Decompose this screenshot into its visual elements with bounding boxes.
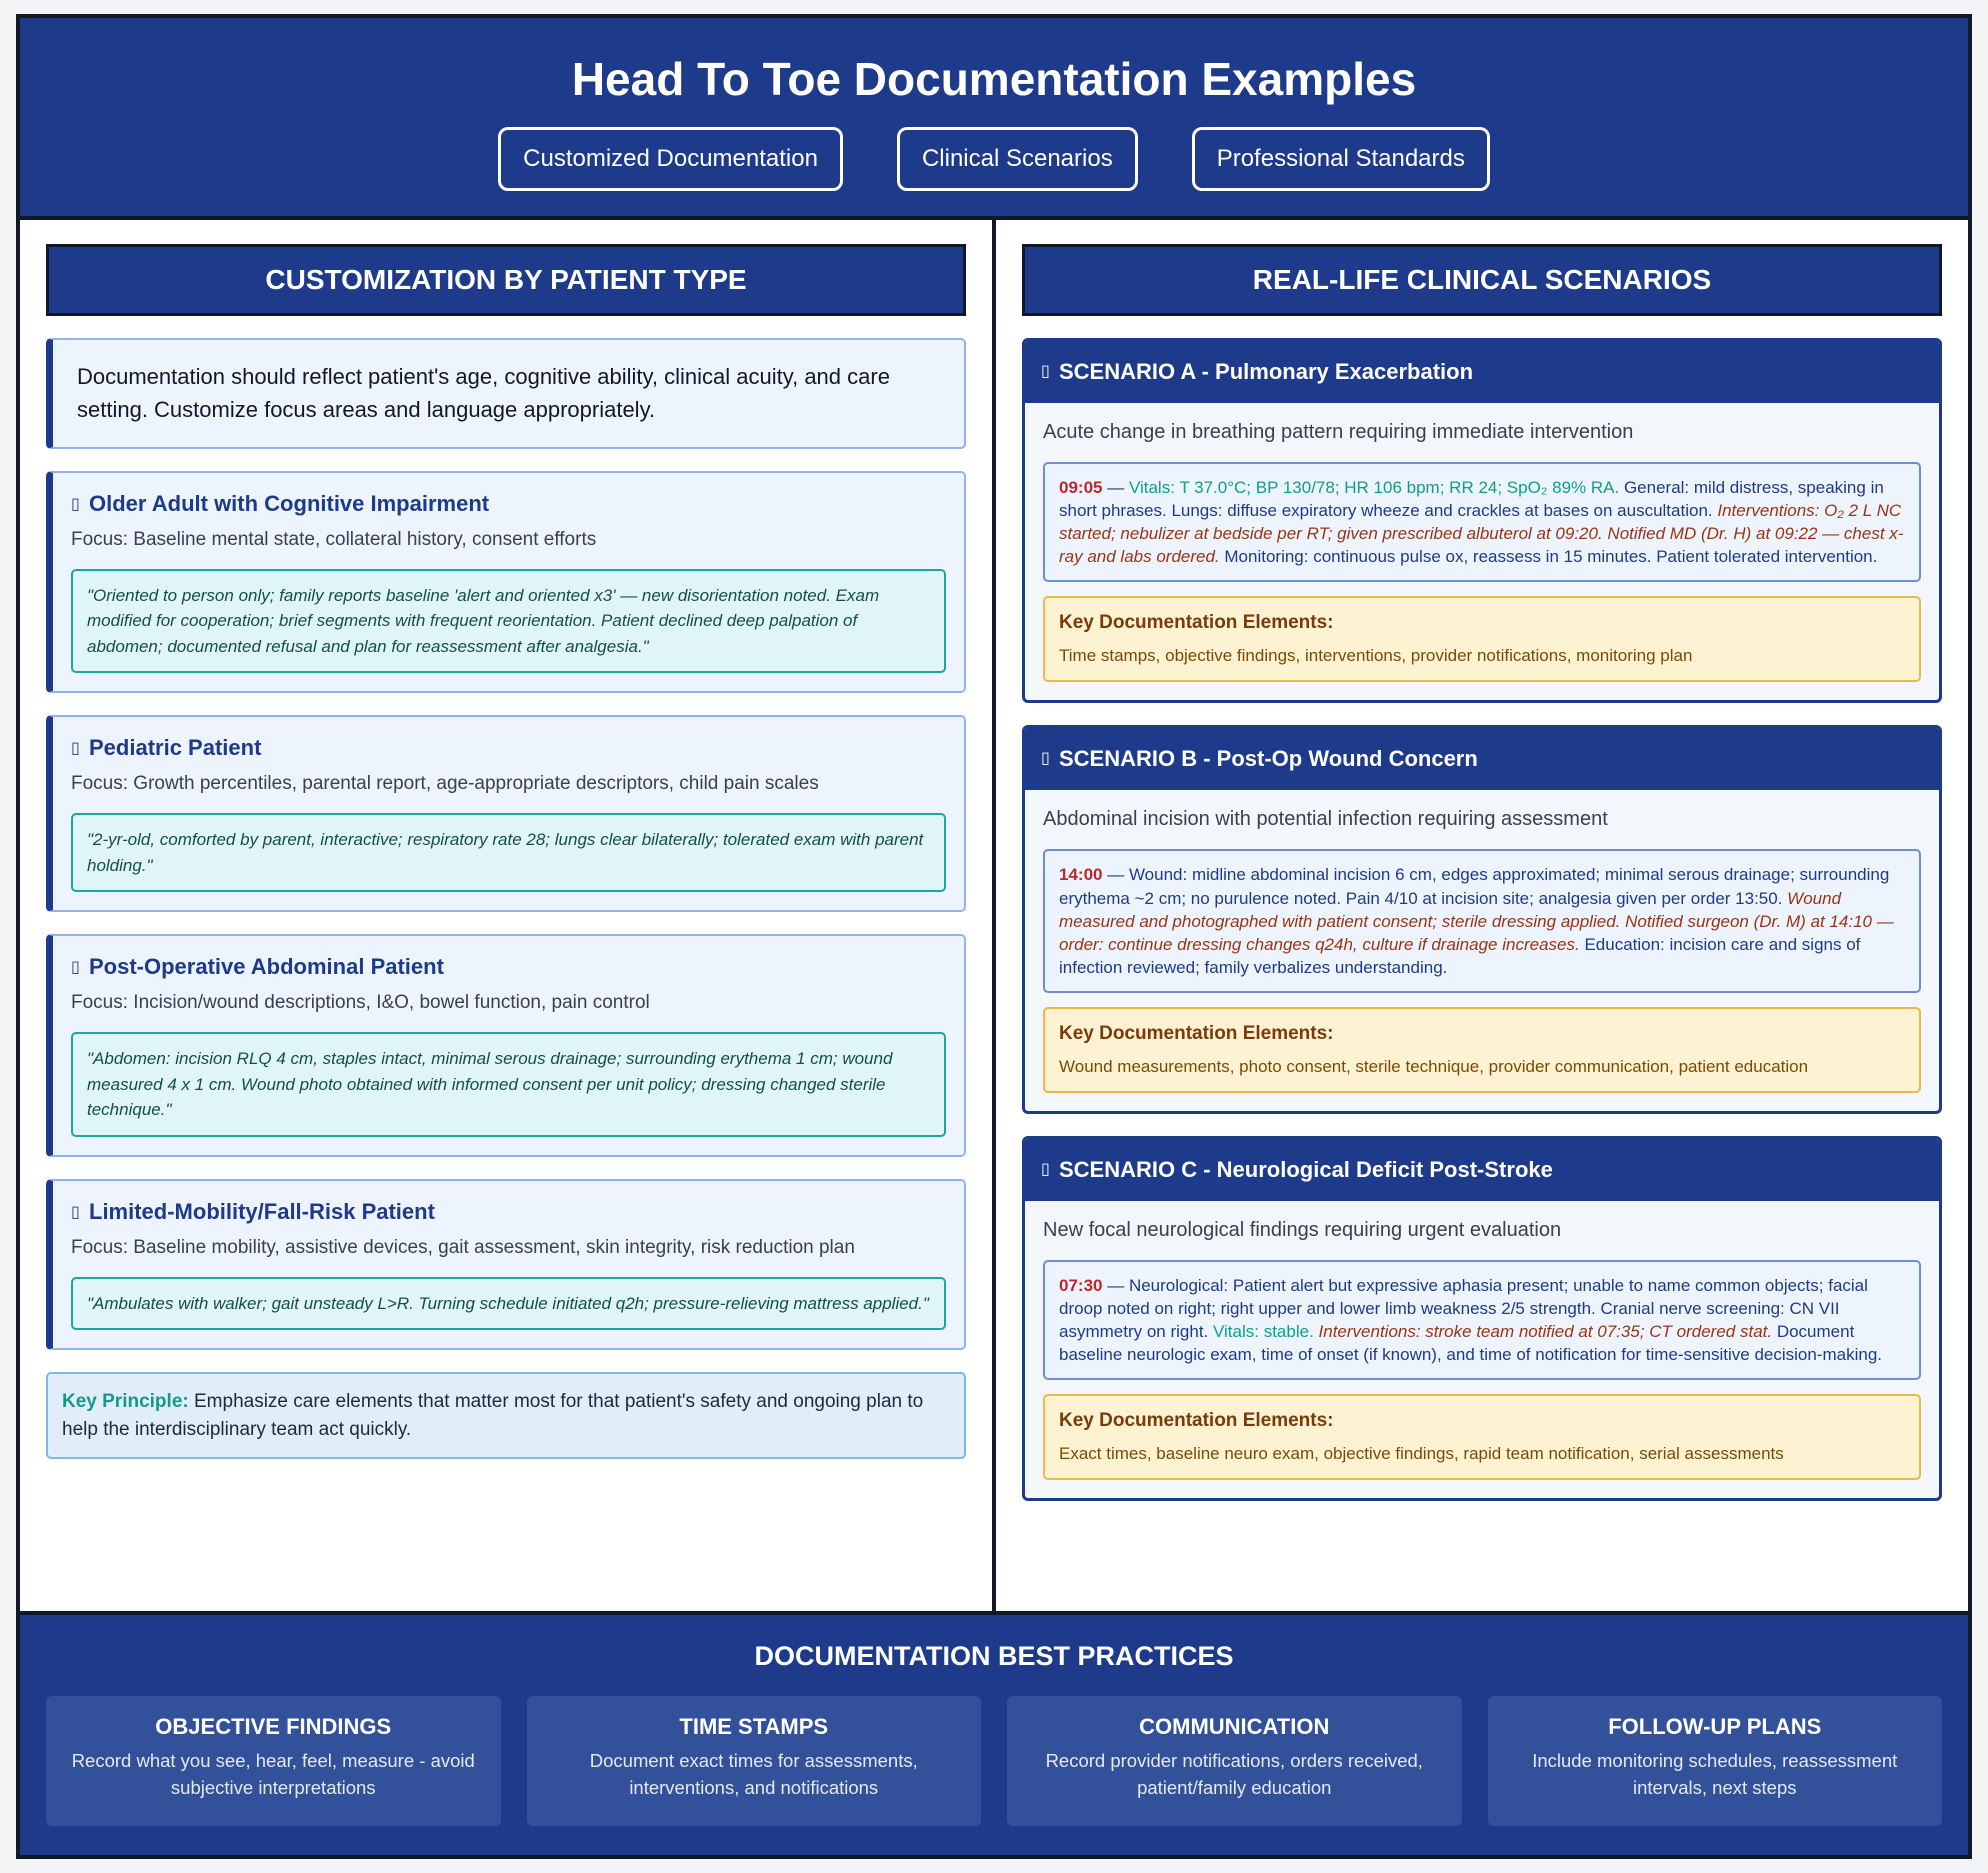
patient-example-quote: "Abdomen: incision RLQ 4 cm, staples intact, minimal serous drainage; surrounding erythema 1 cm; wound measured 4 x 1 cm. Wound photo obtained with informed consent per unit policy; dressing changed sterile technique." (71, 1032, 946, 1137)
page-frame (16, 14, 1972, 1859)
patient-card-fall-risk (46, 1179, 966, 1351)
scenario-body (1025, 1201, 1939, 1498)
scenario-description: Abdominal incision with potential infection requiring assessment (1043, 808, 1608, 831)
best-practices-footer (20, 1611, 1968, 1855)
key-principle-text: Emphasize care elements that matter most for that patient's safety and ongoing plan to help the interdisciplinary team act quickly. (62, 1391, 924, 1440)
note-findings: Neurological: Patient alert but expressive aphasia present; unable to name common objects; facial droop noted on right; right upper and lower limb weakness 2/5 strength. Cranial nerve screening: CN VII asymmetry on right. (1059, 1275, 1868, 1342)
note-findings: General: mild distress, speaking in short phrases. Lungs: diffuse expiratory wheeze and crackles at bases on auscultation. (1059, 478, 1884, 521)
key-elements-label: Key Documentation Elements: (1059, 1410, 1334, 1432)
key-elements-label: Key Documentation Elements: (1059, 1022, 1334, 1044)
best-practices-row (46, 1696, 1942, 1826)
note-timestamp: 14:00 (1059, 865, 1103, 885)
key-elements-text: Time stamps, objective findings, interventions, provider notifications, monitoring plan (1059, 646, 1693, 666)
patient-card-title (71, 735, 946, 761)
patient-type-section-title: CUSTOMIZATION BY PATIENT TYPE (46, 244, 966, 316)
note-timestamp: 09:05 (1059, 478, 1103, 497)
patient-focus: Focus: Growth percentiles, parental report, age-appropriate descriptors, child pain scales (71, 773, 819, 795)
note-interventions: Interventions: O₂ 2 L NC started; nebulizer at bedside per RT; given prescribed albuterol at 09:20. Notified MD (Dr. H) at 09:22 — chest x-ray and labs ordered. (1059, 501, 1904, 567)
scenario-card-c (1022, 1136, 1942, 1501)
note-education: Education: incision care and signs of infection reviewed; family verbalizes understanding. (1059, 934, 1861, 977)
note-guidance: Document baseline neurologic exam, time of onset (if known), and time of notification for time-sensitive decision-making. (1059, 1322, 1882, 1365)
patient-focus: Focus: Incision/wound descriptions, I&O, bowel function, pain control (71, 992, 650, 1014)
scenario-header (1025, 728, 1939, 790)
patient-card-title-text: Pediatric Patient (89, 735, 262, 761)
missing-glyph-icon: ▯ (1041, 750, 1050, 768)
scenario-body (1025, 403, 1939, 700)
key-principle-label: Key Principle: (62, 1391, 189, 1413)
customization-intro: Documentation should reflect patient's age, cognitive ability, clinical acuity, and care setting. Customize focus areas and language appropriately. (46, 338, 966, 449)
key-elements-box (1043, 1007, 1921, 1093)
page-header (20, 18, 1968, 220)
patient-focus: Focus: Baseline mental state, collateral history, consent efforts (71, 528, 597, 550)
scenario-title: SCENARIO B - Post-Op Wound Concern (1059, 746, 1478, 772)
missing-glyph-icon: ▯ (71, 495, 80, 513)
patient-card-title-text: Limited-Mobility/Fall-Risk Patient (89, 1198, 435, 1224)
patient-example-quote: "Oriented to person only; family reports baseline 'alert and oriented x3' — new disorientation noted. Exam modified for cooperation; brief segments with frequent reorientation. Patient declined deep palpation of abdomen; documented refusal and plan for reassessment after analgesia." (71, 569, 946, 674)
clinical-scenarios-column (996, 220, 1968, 1611)
scenario-body (1025, 790, 1939, 1111)
patient-card-older-adult (46, 471, 966, 694)
note-vitals: Vitals: stable. (1213, 1322, 1314, 1342)
patient-focus: Focus: Baseline mobility, assistive devices, gait assessment, skin integrity, risk reduction plan (71, 1236, 855, 1258)
practice-title: OBJECTIVE FINDINGS (155, 1714, 392, 1739)
patient-card-pediatric (46, 715, 966, 912)
missing-glyph-icon: ▯ (71, 1203, 80, 1221)
patient-card-title (71, 1199, 946, 1225)
note-vitals: Vitals: T 37.0°C; BP 130/78; HR 106 bpm; RR 24; SpO₂ 89% RA. (1128, 478, 1620, 497)
missing-glyph-icon: ▯ (71, 740, 80, 758)
note-timestamp: 07:30 (1059, 1275, 1103, 1295)
practice-card-follow-up-plans (1488, 1696, 1943, 1826)
patient-card-title (71, 954, 946, 980)
missing-glyph-icon: ▯ (1041, 363, 1050, 380)
scenario-documentation-note (1043, 849, 1921, 993)
note-dash: — (1102, 865, 1129, 885)
note-dash: — (1102, 478, 1129, 497)
note-monitoring: Monitoring: continuous pulse ox, reassess in 15 minutes. Patient tolerated intervention. (1219, 547, 1878, 567)
tab-professional-standards[interactable]: Professional Standards (1192, 127, 1490, 191)
header-tabs (20, 127, 1968, 191)
practice-card-communication (1007, 1696, 1462, 1826)
practice-title: COMMUNICATION (1139, 1714, 1330, 1739)
practice-text: Include monitoring schedules, reassessment intervals, next steps (1532, 1750, 1898, 1798)
practice-text: Document exact times for assessments, interventions, and notifications (589, 1750, 918, 1798)
patient-card-title (71, 491, 946, 517)
note-interventions: Wound measured and photographed with patient consent; sterile dressing applied. Notified surgeon (Dr. M) at 14:10 — order: continue dressing changes q24h, culture if drainage increases. (1059, 888, 1894, 954)
practice-text: Record what you see, hear, feel, measure - avoid subjective interpretations (71, 1750, 475, 1798)
practice-card-time-stamps (527, 1696, 982, 1826)
main-content (20, 220, 1968, 1611)
patient-example-quote: "2-yr-old, comforted by parent, interactive; respiratory rate 28; lungs clear bilaterally; tolerated exam with parent holding." (71, 813, 946, 892)
scenario-header (1025, 341, 1939, 403)
patient-card-post-operative (46, 934, 966, 1157)
scenario-header (1025, 1139, 1939, 1201)
practice-text: Record provider notifications, orders received, patient/family education (1045, 1750, 1423, 1798)
key-elements-text: Exact times, baseline neuro exam, objective findings, rapid team notification, serial assessments (1059, 1444, 1784, 1464)
scenario-documentation-note (1043, 1260, 1921, 1380)
note-findings: Wound: midline abdominal incision 6 cm, edges approximated; minimal serous drainage; surrounding erythema ~2 cm; no purulence noted. Pain 4/10 at incision site; analgesia given per order 13:50. (1059, 865, 1890, 908)
key-elements-box (1043, 596, 1921, 682)
patient-example-quote: "Ambulates with walker; gait unsteady L>R. Turning schedule initiated q2h; pressure-relieving mattress applied." (71, 1277, 946, 1331)
scenario-description: Acute change in breathing pattern requiring immediate intervention (1043, 421, 1634, 443)
scenario-card-b (1022, 725, 1942, 1114)
patient-card-title-text: Post-Operative Abdominal Patient (89, 954, 444, 980)
scenario-description: New focal neurological findings requiring urgent evaluation (1043, 1218, 1562, 1241)
key-elements-label: Key Documentation Elements: (1059, 612, 1334, 634)
practice-card-objective-findings (46, 1696, 501, 1826)
patient-type-column (20, 220, 996, 1611)
scenario-card-a (1022, 338, 1942, 703)
scenarios-section-title: REAL-LIFE CLINICAL SCENARIOS (1022, 244, 1942, 316)
patient-card-title-text: Older Adult with Cognitive Impairment (89, 490, 490, 516)
missing-glyph-icon: ▯ (71, 959, 80, 977)
missing-glyph-icon: ▯ (1041, 1160, 1050, 1178)
key-principle-box (46, 1372, 966, 1459)
tab-clinical-scenarios[interactable]: Clinical Scenarios (897, 127, 1138, 191)
key-elements-box (1043, 1394, 1921, 1480)
scenario-documentation-note (1043, 462, 1921, 582)
tab-customized-documentation[interactable]: Customized Documentation (498, 127, 843, 191)
practice-title: FOLLOW-UP PLANS (1608, 1714, 1822, 1739)
note-interventions: Interventions: stroke team notified at 07:35; CT ordered stat. (1313, 1322, 1773, 1342)
scenario-title: SCENARIO A - Pulmonary Exacerbation (1059, 359, 1474, 384)
practice-title: TIME STAMPS (679, 1714, 829, 1739)
key-elements-text: Wound measurements, photo consent, sterile technique, provider communication, patient education (1059, 1056, 1809, 1076)
page-title: Head To Toe Documentation Examples (571, 53, 1417, 105)
scenario-title: SCENARIO C - Neurological Deficit Post-Stroke (1059, 1156, 1553, 1182)
best-practices-title: DOCUMENTATION BEST PRACTICES (754, 1641, 1234, 1671)
note-dash: — (1102, 1275, 1129, 1295)
